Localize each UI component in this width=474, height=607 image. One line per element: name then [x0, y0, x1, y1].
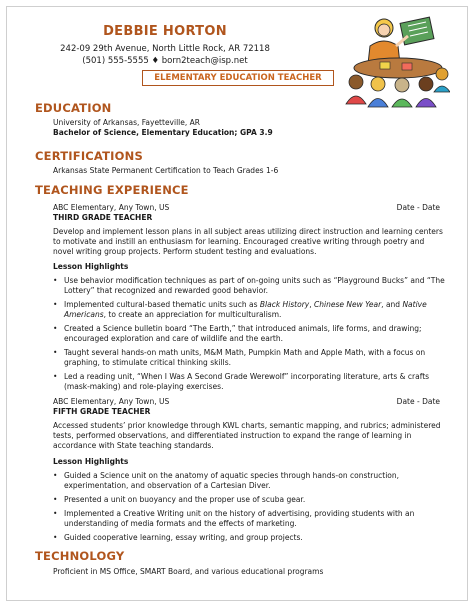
highlight-text: Guided cooperative learning, essay writing, and group projects. — [64, 532, 303, 542]
highlight-text: Native Americans — [64, 299, 427, 320]
job-employer: ABC Elementary, Any Town, US — [53, 203, 170, 212]
job-dates: Date - Date — [396, 397, 440, 406]
job-title-box: ELEMENTARY EDUCATION TEACHER — [142, 70, 334, 86]
highlight-text: Taught several hands-on math units, M&M Math, Pumpkin Math and Apple Math, with a focus on graphing, to stimulate critical thinking skills. — [64, 347, 426, 367]
education-degree: Bachelor of Science, Elementary Education; GPA 3.9 — [53, 128, 273, 137]
lesson-highlight-item — [53, 533, 445, 543]
certification-text: Arkansas State Permanent Certification to Teach Grades 1-6 — [53, 166, 279, 175]
job-header — [53, 203, 440, 223]
job-role: FIFTH GRADE TEACHER — [53, 407, 151, 416]
lesson-highlight-item — [53, 495, 445, 505]
bullet-icon: • — [53, 299, 58, 309]
candidate-name: DEBBIE HORTON — [103, 24, 227, 39]
contact-block — [0, 43, 330, 67]
lesson-highlight-item — [53, 509, 445, 529]
job-role: THIRD GRADE TEACHER — [53, 213, 153, 222]
highlight-text: , to create an appreciation for multiculturalism. — [103, 310, 282, 320]
highlight-text: Led a reading unit, “When I Was A Second Grade Werewolf” incorporating literature, arts & crafts (mask-making) and role-playing exercises. — [64, 371, 430, 391]
lesson-highlight-item — [53, 300, 445, 320]
address-line: 242-09 29th Avenue, North Little Rock, AR 72118 — [60, 44, 270, 54]
bullet-icon: • — [53, 471, 58, 480]
job-dates: Date - Date — [396, 203, 440, 212]
lesson-highlights-list — [53, 276, 445, 396]
highlight-text: , — [309, 299, 315, 309]
phone-email-line: (501) 555-5555 ♦ born2teach@isp.net — [82, 56, 248, 66]
highlight-text: Created a Science bulletin board “The Earth,” that introduced animals, life forms, and drawing; encouraged exploration and care of wildlife and the earth. — [64, 323, 422, 344]
bullet-icon: • — [53, 508, 58, 518]
bullet-icon: • — [53, 494, 58, 504]
bullet-icon: • — [53, 276, 58, 285]
lesson-highlight-item — [53, 372, 445, 392]
highlight-text: Implemented a Creative Writing unit on the history of advertising, providing students with an understanding of media formats and the effects of marketing. — [64, 508, 415, 528]
highlight-text: Implemented cultural-based thematic units such as — [64, 299, 260, 309]
lesson-highlight-item — [53, 348, 445, 368]
lesson-highlights-label: Lesson Highlights — [53, 262, 129, 271]
highlight-text: Presented a unit on buoyancy and the proper use of scuba gear. — [64, 494, 306, 504]
experience-heading: TEACHING EXPERIENCE — [35, 183, 189, 197]
education-heading: EDUCATION — [35, 101, 112, 115]
highlight-text: , and — [381, 299, 403, 309]
technology-heading: TECHNOLOGY — [35, 549, 125, 563]
certifications-heading: CERTIFICATIONS — [35, 149, 143, 163]
education-school: University of Arkansas, Fayetteville, AR — [53, 118, 200, 127]
bullet-icon: • — [53, 323, 58, 333]
highlight-text: Use behavior modification techniques as part of on-going units such as “Playground Bucks” and “The Lottery” that recognized and rewarded good behavior. — [64, 276, 445, 296]
lesson-highlights-list — [53, 471, 445, 546]
lesson-highlight-item — [53, 471, 445, 491]
job-header — [53, 397, 440, 417]
job-summary: Accessed students’ prior knowledge through KWL charts, semantic mapping, and rubrics; administered tests, performed observations, and differentiated instruction to expand the range of learning in accordance with State teaching standards. — [53, 421, 441, 451]
job-employer: ABC Elementary, Any Town, US — [53, 397, 170, 406]
highlight-text: Black History — [259, 299, 310, 309]
bullet-icon: • — [53, 347, 58, 357]
lesson-highlight-item — [53, 276, 445, 296]
lesson-highlight-item — [53, 324, 445, 344]
teacher-with-students-clipart-icon — [340, 12, 450, 108]
job-summary: Develop and implement lesson plans in all subject areas utilizing direct instruction and learning centers to motivate and instill an enthusiasm for learning. Encouraged creative writing through poetry and novel writing group projects. Perform student testing and evaluations. — [53, 227, 443, 257]
lesson-highlights-label: Lesson Highlights — [53, 457, 129, 466]
bullet-icon: • — [53, 532, 58, 542]
bullet-icon: • — [53, 371, 58, 381]
highlight-text: Chinese New Year — [314, 299, 382, 309]
highlight-text: Guided a Science unit on the anatomy of aquatic species through hands-on construction, experimentation, and observation of a Cartesian Diver. — [64, 471, 400, 491]
technology-text: Proficient in MS Office, SMART Board, and various educational programs — [53, 567, 324, 576]
